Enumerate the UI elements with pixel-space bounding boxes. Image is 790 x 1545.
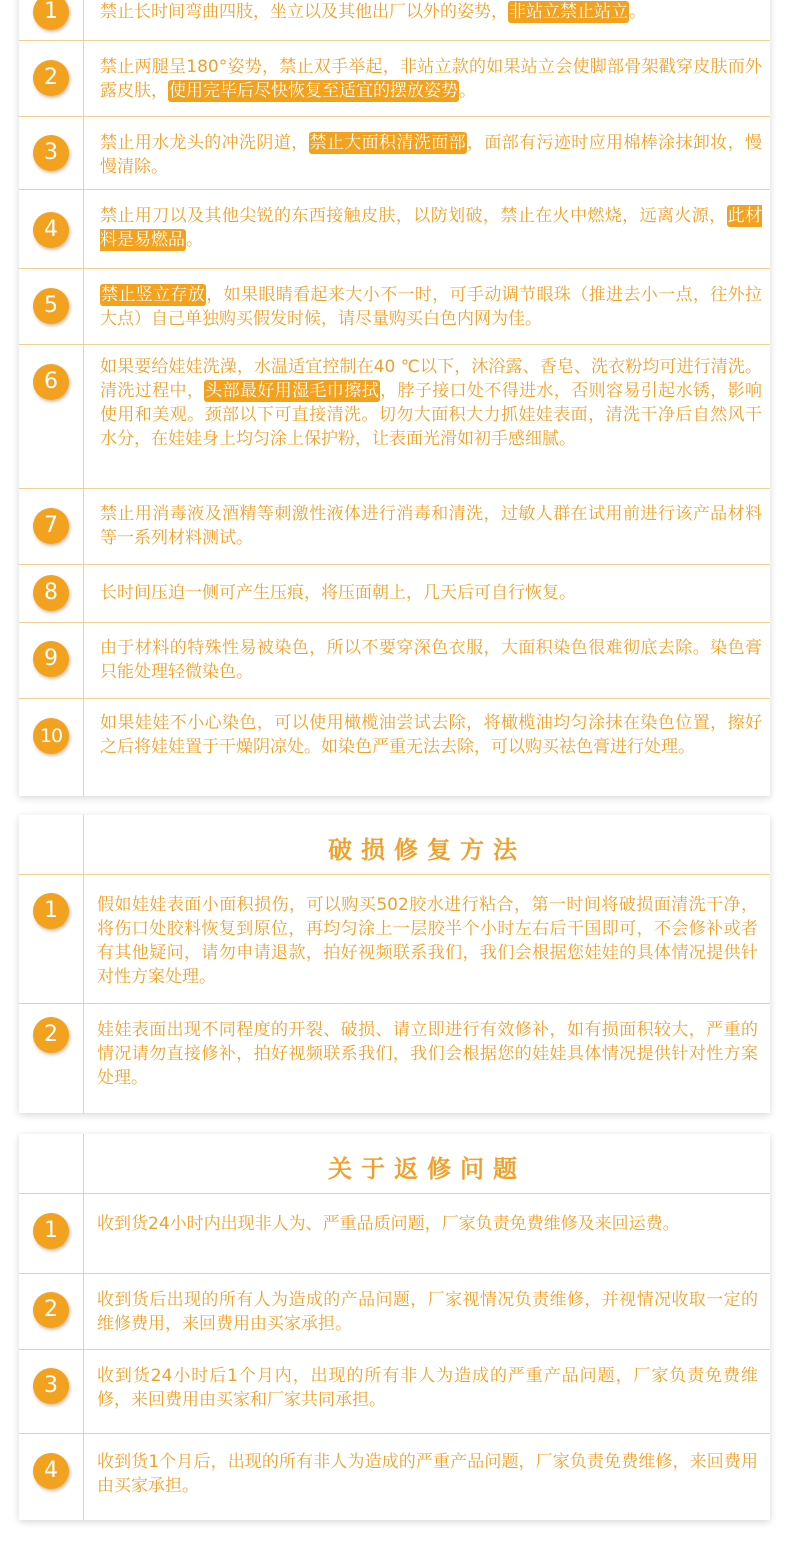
list-item [19,1194,770,1274]
highlighted-text: 使用完毕后尽快恢复至适宜的摆放姿势 [169,81,458,101]
item-text [100,355,762,451]
list-item [19,1350,770,1434]
item-text [100,502,762,550]
text-span: 如果要给娃娃洗澡，水温适宜控制在40 ℃以下，沐浴露、香皂、洗衣粉均可进行清洗。清洗过程中， [100,357,762,401]
item-number-badge: 1 [33,893,69,929]
list-item [19,269,770,345]
highlighted-text: 此材料是易燃品 [100,206,762,250]
item-text: 收到货1个月后，出现的所有非人为造成的严重产品问题，厂家负责免费维修，来回费用由买家承担。 [97,1452,758,1496]
item-number-badge: 9 [33,641,69,677]
list-item [19,875,770,1004]
text-span: 禁止用水龙头的冲洗阴道， [100,133,309,153]
section-header [19,815,770,875]
text-span: ，脖子接口处不得进水，否则容易引起水锈，影响使用和美观。颈部以下可直接清洗。切勿大面积大力抓娃娃表面，清洗干净后自然风干水分，在娃娃身上均匀涂上保护粉，让表面光滑如初手感细腻。 [100,381,763,449]
text-span: ，面部有污迹时应用棉棒涂抹卸妆，慢慢清除。 [100,133,763,177]
item-number-badge: 3 [33,135,69,171]
text-span: 禁止两腿呈180°姿势， [100,57,280,77]
item-number-badge: 7 [33,508,69,544]
text-span: 。 [629,2,646,22]
item-text [100,711,762,759]
list-item [19,565,770,623]
list-item [19,623,770,699]
list-item [19,0,770,41]
item-text [100,55,762,103]
item-number-badge: 4 [33,1453,69,1489]
highlighted-text: 非站立禁止站立 [509,2,628,22]
text-span: ，如果眼睛看起来大小不一时，可手动调节眼珠（推进去小一点，往外拉大点）自己单独购买假发时候，请尽量购买白色内网为佳。 [100,285,763,329]
text-span: 禁止长时间弯曲四肢，坐立以及其他出厂以外的姿势， [100,2,508,22]
item-text: 收到货24小时内出现非人为、严重品质问题，厂家负责免费维修及来回运费。 [97,1214,680,1234]
item-number-badge: 2 [33,1292,69,1328]
item-number-badge: 2 [33,1017,69,1053]
item-text: 假如娃娃表面小面积损伤，可以购买502胶水进行粘合，第一时间将破损面清洗干净，将伤口处胶料恢复到原位，再均匀涂上一层胶半个小时左右后干国即可，不会修补或者有其他疑问，请勿申请退款，拍好视频联系我们，我们会根据您娃娃的具体情况提供针对性方案处理。 [97,895,758,987]
highlighted-text: 禁止竖立存放 [101,285,206,305]
text-span: 禁止双手举起，非站立款的如果站立会使脚部骨架戳穿皮肤而外露皮肤， [100,57,763,101]
item-number-badge: 10 [33,718,69,754]
list-item [19,190,770,269]
item-text [100,131,762,179]
highlighted-text: 禁止大面积清洗面部 [309,133,466,153]
text-span: 禁止用消毒液及酒精等刺激性液体进行消毒和清洗，过敏人群在试用前进行该产品材料等一系列材料测试。 [100,504,762,548]
text-span: 。 [186,230,203,250]
item-text [100,0,762,24]
item-number-badge: 8 [33,575,69,611]
section-header [19,1134,770,1194]
item-text [100,204,762,252]
list-item [19,1274,770,1350]
list-item [19,345,770,489]
item-number-badge: 6 [33,364,69,400]
item-number-badge: 1 [33,1213,69,1249]
repair-methods-card [19,815,770,1113]
item-number-badge: 1 [33,0,69,30]
item-text: 收到货24小时后1个月内，出现的所有非人为造成的严重产品问题，厂家负责免费维修，来回费用由买家和厂家共同承担。 [97,1366,758,1410]
item-text: 娃娃表面出现不同程度的开裂、破损、请立即进行有效修补，如有损面积较大，严重的情况请勿直接修补，拍好视频联系我们，我们会根据您的娃娃具体情况提供针对性方案处理。 [97,1020,758,1088]
text-span: 长时间压迫一侧可产生压痕，将压面朝上，几天后可自行恢复。 [100,583,576,603]
list-item [19,699,770,796]
item-number-badge: 4 [33,212,69,248]
item-text: 收到货后出现的所有人为造成的产品问题，厂家视情况负责维修，并视情况收取一定的维修费用，来回费用由买家承担。 [97,1290,758,1334]
text-span: 。 [459,81,476,101]
item-text [100,283,762,331]
list-item [19,1004,770,1113]
item-text [100,636,762,684]
list-item [19,41,770,117]
highlighted-text: 头部最好用湿毛巾擦拭 [205,381,380,401]
list-item [19,489,770,565]
item-number-badge: 5 [33,288,69,324]
return-policy-card [19,1134,770,1520]
section-title: 破损修复方法 [328,836,526,864]
list-item [19,1434,770,1520]
text-span: 如果娃娃不小心染色，可以使用橄榄油尝试去除，将橄榄油均匀涂抹在染色位置，擦好之后将娃娃置于干燥阴凉处。如染色严重无法去除，可以购买祛色膏进行处理。 [100,713,762,757]
text-span: 禁止用刀以及其他尖锐的东西接触皮肤，以防划破，禁止在火中燃烧，远离火源， [100,206,727,226]
list-item [19,117,770,190]
section-title: 关于返修问题 [328,1155,526,1183]
item-number-badge: 3 [33,1368,69,1404]
text-span: 由于材料的特殊性易被染色，所以不要穿深色衣服，大面积染色很难彻底去除。染色膏只能处理轻微染色。 [100,638,762,682]
item-number-badge: 2 [33,60,69,96]
item-text [100,581,762,605]
precautions-card [19,0,770,796]
